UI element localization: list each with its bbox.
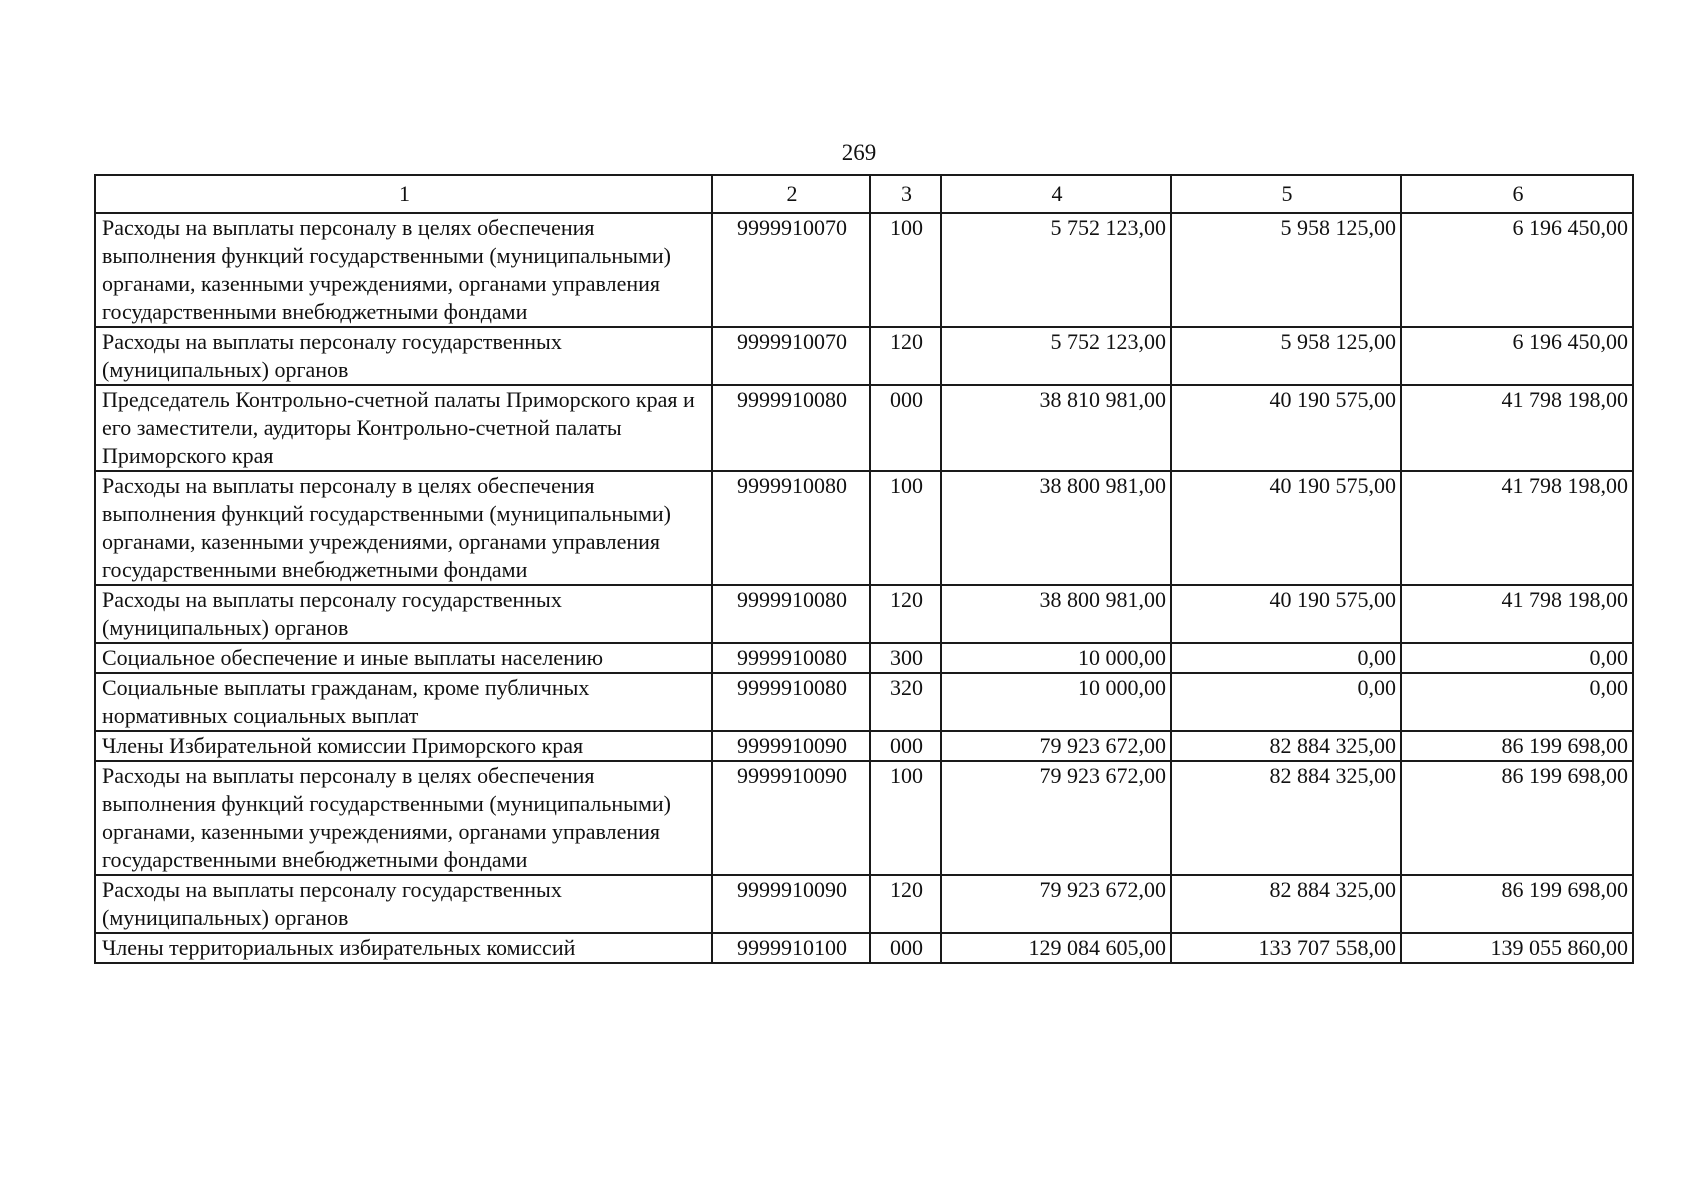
row-name-cell: Председатель Контрольно-счетной палаты Приморского края и его заместители, аудиторы Контрольно-счетной палаты Приморского края: [95, 385, 712, 471]
row-amount-6-cell: 41 798 198,00: [1401, 585, 1633, 643]
row-name-cell: Расходы на выплаты персоналу в целях обеспечения выполнения функций государственными (муниципальными) органами, казенными учреждениями, органами управления государственными внебюджетными фондами: [95, 213, 712, 327]
row-amount-6-cell: 6 196 450,00: [1401, 213, 1633, 327]
row-amount-5-cell: 0,00: [1171, 643, 1401, 673]
row-amount-4-cell: 79 923 672,00: [941, 731, 1171, 761]
row-code-cell: 9999910080: [712, 643, 870, 673]
row-code-cell: 9999910100: [712, 933, 870, 963]
row-amount-4-cell: 79 923 672,00: [941, 875, 1171, 933]
row-amount-5-cell: 40 190 575,00: [1171, 471, 1401, 585]
row-amount-5-cell: 0,00: [1171, 673, 1401, 731]
row-amount-6-cell: 86 199 698,00: [1401, 761, 1633, 875]
row-code-cell: 9999910080: [712, 385, 870, 471]
row-amount-4-cell: 5 752 123,00: [941, 327, 1171, 385]
row-name-cell: Члены Избирательной комиссии Приморского края: [95, 731, 712, 761]
row-amount-5-cell: 5 958 125,00: [1171, 213, 1401, 327]
row-type-cell: 000: [870, 731, 941, 761]
row-amount-6-cell: 41 798 198,00: [1401, 385, 1633, 471]
column-header-6: 6: [1401, 175, 1633, 213]
row-code-cell: 9999910080: [712, 585, 870, 643]
row-amount-6-cell: 139 055 860,00: [1401, 933, 1633, 963]
table-row: [95, 731, 1633, 761]
row-amount-5-cell: 82 884 325,00: [1171, 875, 1401, 933]
row-type-cell: 100: [870, 761, 941, 875]
column-header-1: 1: [95, 175, 712, 213]
row-name-cell: Расходы на выплаты персоналу государственных (муниципальных) органов: [95, 327, 712, 385]
row-amount-6-cell: 0,00: [1401, 673, 1633, 731]
row-amount-6-cell: 86 199 698,00: [1401, 875, 1633, 933]
row-amount-5-cell: 40 190 575,00: [1171, 585, 1401, 643]
table-row: [95, 213, 1633, 327]
row-type-cell: 320: [870, 673, 941, 731]
row-name-cell: Расходы на выплаты персоналу в целях обеспечения выполнения функций государственными (муниципальными) органами, казенными учреждениями, органами управления государственными внебюджетными фондами: [95, 471, 712, 585]
table-row: [95, 933, 1633, 963]
row-amount-4-cell: 129 084 605,00: [941, 933, 1171, 963]
row-amount-5-cell: 82 884 325,00: [1171, 761, 1401, 875]
budget-table: [94, 174, 1634, 964]
table-row: [95, 385, 1633, 471]
column-header-4: 4: [941, 175, 1171, 213]
row-name-cell: Расходы на выплаты персоналу государственных (муниципальных) органов: [95, 585, 712, 643]
row-type-cell: 000: [870, 385, 941, 471]
row-name-cell: Социальное обеспечение и иные выплаты населению: [95, 643, 712, 673]
table-row: [95, 327, 1633, 385]
row-amount-4-cell: 10 000,00: [941, 673, 1171, 731]
row-amount-4-cell: 79 923 672,00: [941, 761, 1171, 875]
row-type-cell: 100: [870, 471, 941, 585]
column-header-2: 2: [712, 175, 870, 213]
row-amount-4-cell: 38 800 981,00: [941, 585, 1171, 643]
row-name-cell: Члены территориальных избирательных комиссий: [95, 933, 712, 963]
row-amount-5-cell: 40 190 575,00: [1171, 385, 1401, 471]
table-row: [95, 643, 1633, 673]
table-row: [95, 761, 1633, 875]
row-code-cell: 9999910070: [712, 213, 870, 327]
row-type-cell: 120: [870, 875, 941, 933]
row-code-cell: 9999910090: [712, 875, 870, 933]
row-name-cell: Расходы на выплаты персоналу в целях обеспечения выполнения функций государственными (муниципальными) органами, казенными учреждениями, органами управления государственными внебюджетными фондами: [95, 761, 712, 875]
table-row: [95, 673, 1633, 731]
row-amount-4-cell: 38 800 981,00: [941, 471, 1171, 585]
row-amount-5-cell: 82 884 325,00: [1171, 731, 1401, 761]
row-amount-6-cell: 6 196 450,00: [1401, 327, 1633, 385]
table-row: [95, 585, 1633, 643]
column-header-3: 3: [870, 175, 941, 213]
row-code-cell: 9999910070: [712, 327, 870, 385]
row-name-cell: Расходы на выплаты персоналу государственных (муниципальных) органов: [95, 875, 712, 933]
row-code-cell: 9999910080: [712, 471, 870, 585]
row-type-cell: 120: [870, 585, 941, 643]
row-amount-6-cell: 86 199 698,00: [1401, 731, 1633, 761]
table-row: [95, 875, 1633, 933]
row-amount-4-cell: 38 810 981,00: [941, 385, 1171, 471]
row-amount-4-cell: 5 752 123,00: [941, 213, 1171, 327]
row-type-cell: 300: [870, 643, 941, 673]
row-code-cell: 9999910090: [712, 731, 870, 761]
row-type-cell: 100: [870, 213, 941, 327]
row-amount-5-cell: 133 707 558,00: [1171, 933, 1401, 963]
table-row: [95, 471, 1633, 585]
row-code-cell: 9999910090: [712, 761, 870, 875]
row-type-cell: 120: [870, 327, 941, 385]
row-amount-5-cell: 5 958 125,00: [1171, 327, 1401, 385]
column-header-5: 5: [1171, 175, 1401, 213]
row-amount-4-cell: 10 000,00: [941, 643, 1171, 673]
page-number: 269: [841, 140, 877, 165]
row-amount-6-cell: 0,00: [1401, 643, 1633, 673]
row-name-cell: Социальные выплаты гражданам, кроме публичных нормативных социальных выплат: [95, 673, 712, 731]
row-code-cell: 9999910080: [712, 673, 870, 731]
row-type-cell: 000: [870, 933, 941, 963]
row-amount-6-cell: 41 798 198,00: [1401, 471, 1633, 585]
header-row: [95, 175, 1633, 213]
